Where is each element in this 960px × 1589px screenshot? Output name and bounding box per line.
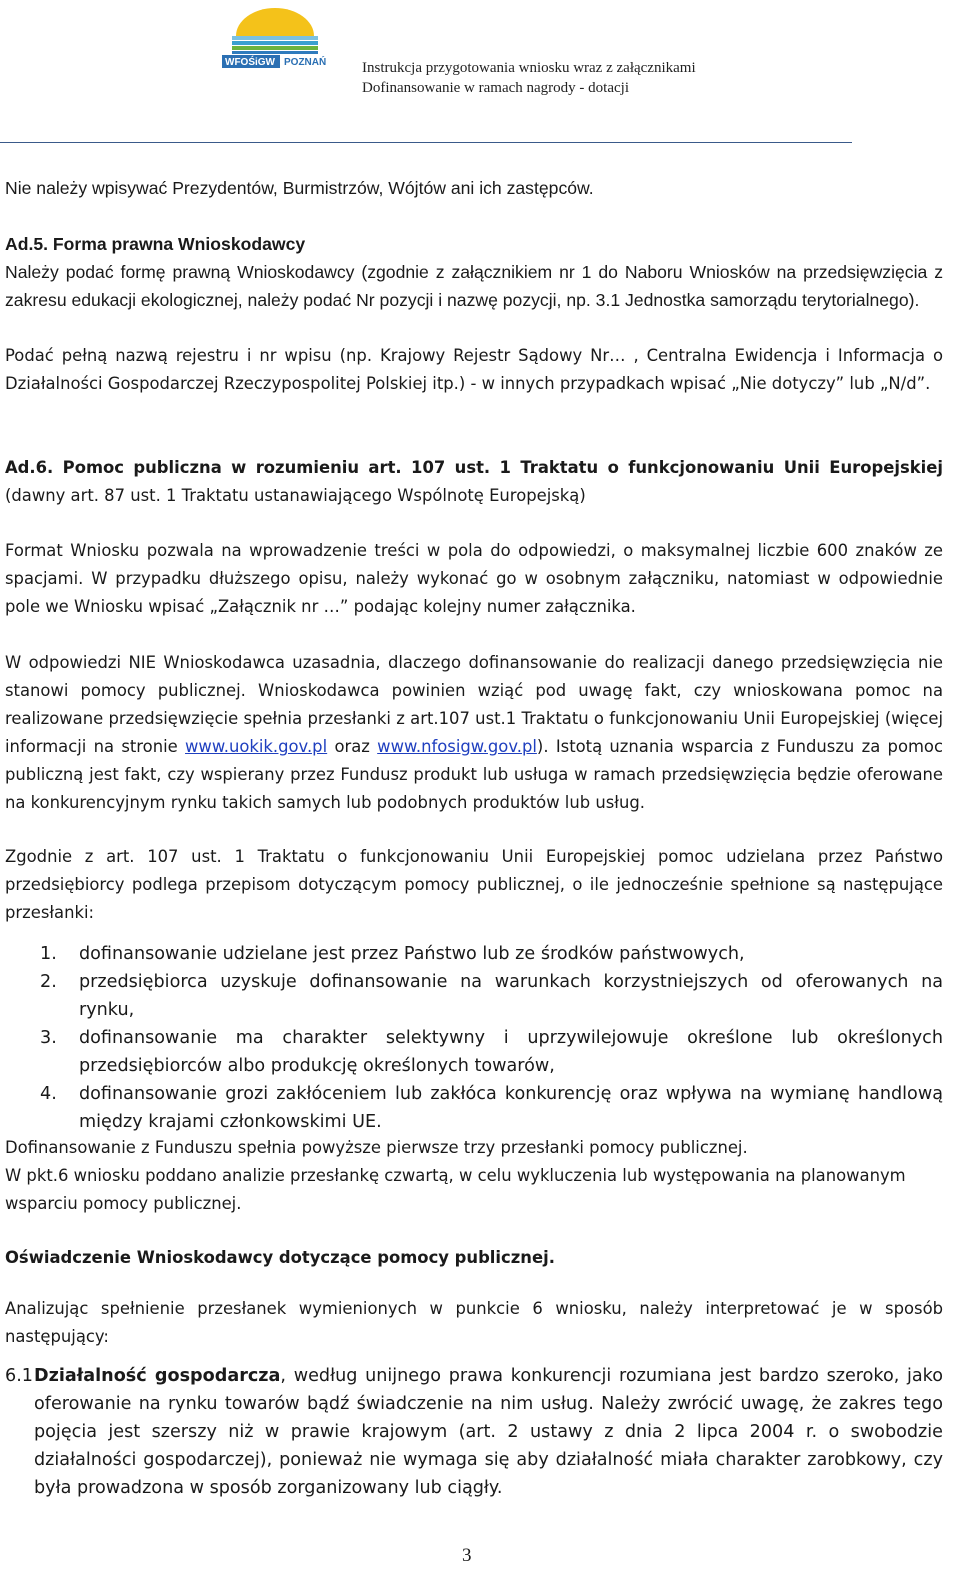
uokik-link[interactable]: www.uokik.gov.pl bbox=[185, 737, 328, 756]
ad5-title bbox=[5, 230, 943, 258]
svg-text:WFOŚiGW: WFOŚiGW bbox=[225, 57, 275, 68]
list-item bbox=[5, 1080, 943, 1136]
ad6-nie-part2: ). Istotą uznania wsparcia z Funduszu za pomoc publiczną jest fakt, czy wspierany przez Fundusz produkt lub usługa w ramach przedsięwzięcia będzie oferowane na konkurencyjnym rynku takich samych lub podobnych produktów lub usług. bbox=[5, 737, 943, 812]
wfosigw-logo bbox=[222, 6, 328, 68]
header-line-2: Dofinansowanie w ramach nagrody - dotacji bbox=[362, 80, 629, 96]
ad6-nie-part1: W odpowiedzi NIE Wnioskodawca uzasadnia, dlaczego dofinansowanie do realizacji danego przedsięwzięcia nie stanowi pomocy publicznej. Wnioskodawca powinien wziąć pod uwagę fakt, czy wnioskowana pomoc na realizowane przedsięwzięcie spełnia przesłanki z art.107 ust.1 Traktatu o funkcjonowaniu Unii Europejskiej (więcej informacji na stronie bbox=[5, 653, 943, 756]
nfosigw-link[interactable]: www.nfosigw.gov.pl bbox=[377, 737, 537, 756]
ad6-title-rest: (dawny art. 87 ust. 1 Traktatu ustanawiającego Wspólnotę Europejską) bbox=[5, 486, 586, 505]
list-number: 2. bbox=[40, 972, 57, 992]
list-text: przedsiębiorca uzyskuje dofinansowanie na warunkach korzystniejszych od oferowanych na rynku, bbox=[79, 972, 943, 1020]
oswiadczenie-intro: Analizując spełnienie przesłanek wymienionych w punkcie 6 wniosku, należy interpretować je w sposób następujący: bbox=[5, 1299, 943, 1346]
ad6-title bbox=[5, 454, 943, 510]
ad6-title-bold: Ad.6. Pomoc publiczna w rozumieniu art. 107 ust. 1 Traktatu o funkcjonowaniu Unii Europejskiej bbox=[5, 458, 943, 477]
oswiadczenie-title-text: Oświadczenie Wnioskodawcy dotyczące pomocy publicznej. bbox=[5, 1248, 555, 1267]
list-number: 1. bbox=[40, 944, 57, 964]
section-6-1-number: 6.1 bbox=[5, 1366, 33, 1386]
list-item bbox=[5, 1024, 943, 1080]
list-number: 4. bbox=[40, 1084, 57, 1104]
section-6-1-body bbox=[34, 1362, 943, 1502]
ad5-title-text: Ad.5. Forma prawna Wnioskodawcy bbox=[5, 234, 306, 254]
list-text: dofinansowanie ma charakter selektywny i uprzywilejowuje określone lub określonych przedsiębiorców albo produkcję określonych towarów, bbox=[79, 1028, 943, 1076]
intro-paragraph: Nie należy wpisywać Prezydentów, Burmistrzów, Wójtów ani ich zastępców. bbox=[5, 178, 594, 198]
list-text: dofinansowanie udzielane jest przez Państwo lub ze środków państwowych, bbox=[79, 944, 745, 964]
oswiadczenie-title bbox=[5, 1244, 943, 1272]
list-text: dofinansowanie grozi zakłóceniem lub zakłóca konkurencję oraz wpływa na wymianę handlową między krajami członkowskimi UE. bbox=[79, 1084, 943, 1132]
ad6-zgodnie-paragraph: Zgodnie z art. 107 ust. 1 Traktatu o funkcjonowaniu Unii Europejskiej pomoc udzielana przez Państwo przedsiębiorcy podlega przepisom dotyczącym pomocy publicznej, o ile jednocześnie spełnione są następujące przesłanki: bbox=[5, 847, 943, 922]
section-6-1-term: Działalność gospodarcza bbox=[34, 1366, 281, 1386]
ad5-registry: Podać pełną nazwą rejestru i nr wpisu (np. Krajowy Rejestr Sądowy Nr… , Centralna Ewidencja i Informacja o Działalności Gospodarczej Rzeczypospolitej Polskiej itp.) - w innych przypadkach wpisać „Nie dotyczy” lub „N/d”. bbox=[5, 346, 943, 393]
oraz-text: oraz bbox=[334, 737, 370, 756]
pkt6-paragraph: W pkt.6 wniosku poddano analizie przesłankę czwartą, w celu wykluczenia lub występowania na planowanym wsparciu pomocy publicznej. bbox=[5, 1166, 906, 1213]
document-header bbox=[362, 58, 696, 98]
ad6-format-paragraph: Format Wniosku pozwala na wprowadzenie treści w pola do odpowiedzi, o maksymalnej liczbie 600 znaków ze spacjami. W przypadku dłuższego opisu, należy wykonać go w osobnym załączniku, natomiast w odpowiednie pole we Wniosku wpisać „Załącznik nr …” podając kolejny numer załącznika. bbox=[5, 541, 943, 616]
ad5-body: Należy podać formę prawną Wnioskodawcy (zgodnie z załącznikiem nr 1 do Naboru Wniosków na przedsięwzięcia z zakresu edukacji ekologicznej, należy podać Nr pozycji i nazwę pozycji, np. 3.1 Jednostka samorządu terytorialnego). bbox=[5, 262, 943, 310]
list-item bbox=[5, 940, 943, 968]
header-line-1: Instrukcja przygotowania wniosku wraz z załącznikami bbox=[362, 60, 696, 76]
criteria-list bbox=[5, 940, 943, 1136]
ad6-nie-paragraph bbox=[5, 649, 943, 817]
section-6-1-text: , według unijnego prawa konkurencji rozumiana jest bardzo szeroko, jako oferowanie na rynku towarów bądź świadczenie na nim usług. Należy zwrócić uwagę, że zakres tego pojęcia jest szerszy niż w prawie krajowym (art. 2 ustawy z dnia 2 lipca 2004 r. o swobodzie działalności gospodarczej), ponieważ nie wymaga się aby działalność miała charakter zarobkowy, czy była prowadzona w sposób zorganizowany lub ciągły. bbox=[34, 1366, 943, 1498]
list-number: 3. bbox=[40, 1028, 57, 1048]
header-divider bbox=[0, 142, 852, 143]
spelnia-paragraph: Dofinansowanie z Funduszu spełnia powyższe pierwsze trzy przesłanki pomocy publicznej. bbox=[5, 1138, 748, 1157]
list-item bbox=[5, 968, 943, 1024]
page-number: 3 bbox=[462, 1545, 472, 1566]
section-6-1 bbox=[5, 1362, 943, 1502]
svg-text:POZNAŃ: POZNAŃ bbox=[284, 57, 327, 68]
